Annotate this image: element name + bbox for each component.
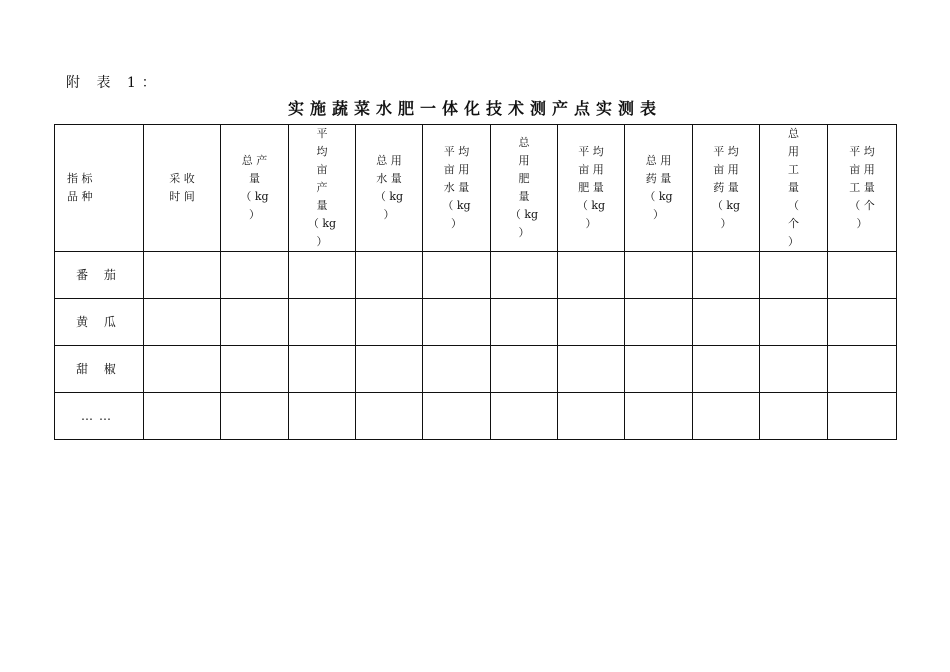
table-cell[interactable] — [693, 393, 760, 440]
table-cell[interactable] — [423, 393, 491, 440]
header-cell-avg-water-per-mu: 平 均 亩 用 水 量 （ kg ） — [423, 125, 491, 252]
table-cell[interactable] — [423, 252, 491, 299]
table-cell[interactable] — [625, 346, 693, 393]
table-cell[interactable] — [423, 346, 491, 393]
header-cell-total-labor: 总 用 工 量 （ 个 ） — [760, 125, 828, 252]
table-cell[interactable] — [144, 346, 221, 393]
table-cell[interactable] — [423, 299, 491, 346]
row-label: 甜 椒 — [55, 346, 144, 393]
row-label: 黄 瓜 — [55, 299, 144, 346]
table-cell[interactable] — [625, 252, 693, 299]
table-cell[interactable] — [625, 299, 693, 346]
row-label: …… — [55, 393, 144, 440]
table-cell[interactable] — [356, 346, 423, 393]
table-cell[interactable] — [693, 346, 760, 393]
header-row — [55, 125, 897, 252]
measurement-table — [54, 124, 897, 440]
table-title: 实施蔬菜水肥一体化技术测产点实测表 — [287, 99, 662, 118]
header-cell-avg-labor-per-mu: 平 均 亩 用 工 量 （ 个 ） — [828, 125, 897, 252]
table-cell[interactable] — [289, 252, 356, 299]
table-cell[interactable] — [693, 299, 760, 346]
header-cell-indicator-variety: 指 标 品 种 — [55, 125, 144, 252]
header-cell-avg-yield-per-mu: 平 均 亩 产 量 （ kg ） — [289, 125, 356, 252]
table-cell[interactable] — [144, 252, 221, 299]
row-label: 番 茄 — [55, 252, 144, 299]
table-row — [55, 393, 897, 440]
table-cell[interactable] — [356, 393, 423, 440]
header-cell-harvest-time: 采 收 时 间 — [144, 125, 221, 252]
table-row — [55, 299, 897, 346]
table-cell[interactable] — [221, 252, 289, 299]
table-cell[interactable] — [491, 346, 558, 393]
table-row — [55, 346, 897, 393]
table-cell[interactable] — [356, 252, 423, 299]
table-cell[interactable] — [828, 252, 897, 299]
table-cell[interactable] — [828, 346, 897, 393]
table-cell[interactable] — [760, 299, 828, 346]
table-cell[interactable] — [558, 393, 625, 440]
appendix-note: 附 表 1： — [66, 75, 162, 91]
table-cell[interactable] — [221, 393, 289, 440]
table-cell[interactable] — [828, 393, 897, 440]
table-cell[interactable] — [491, 299, 558, 346]
table-cell[interactable] — [693, 252, 760, 299]
table-row — [55, 252, 897, 299]
table-cell[interactable] — [491, 252, 558, 299]
table-cell[interactable] — [144, 299, 221, 346]
table-cell[interactable] — [289, 346, 356, 393]
table-cell[interactable] — [289, 299, 356, 346]
table-cell[interactable] — [221, 299, 289, 346]
header-cell-total-water: 总 用 水 量 （ kg ） — [356, 125, 423, 252]
table-cell[interactable] — [558, 299, 625, 346]
table-cell[interactable] — [356, 299, 423, 346]
table-cell[interactable] — [760, 252, 828, 299]
header-cell-avg-pesticide-per-mu: 平 均 亩 用 药 量 （ kg ） — [693, 125, 760, 252]
table-cell[interactable] — [289, 393, 356, 440]
table-cell[interactable] — [144, 393, 221, 440]
table-cell[interactable] — [828, 299, 897, 346]
table-cell[interactable] — [760, 346, 828, 393]
header-cell-total-fertilizer: 总 用 肥 量 （ kg ） — [491, 125, 558, 252]
header-cell-avg-fertilizer-per-mu: 平 均 亩 用 肥 量 （ kg ） — [558, 125, 625, 252]
table-cell[interactable] — [625, 393, 693, 440]
table-cell[interactable] — [760, 393, 828, 440]
table-cell[interactable] — [221, 346, 289, 393]
table-cell[interactable] — [558, 346, 625, 393]
header-cell-total-pesticide: 总 用 药 量 （ kg ） — [625, 125, 693, 252]
header-cell-total-yield: 总 产 量 （ kg ） — [221, 125, 289, 252]
table-cell[interactable] — [491, 393, 558, 440]
table-cell[interactable] — [558, 252, 625, 299]
